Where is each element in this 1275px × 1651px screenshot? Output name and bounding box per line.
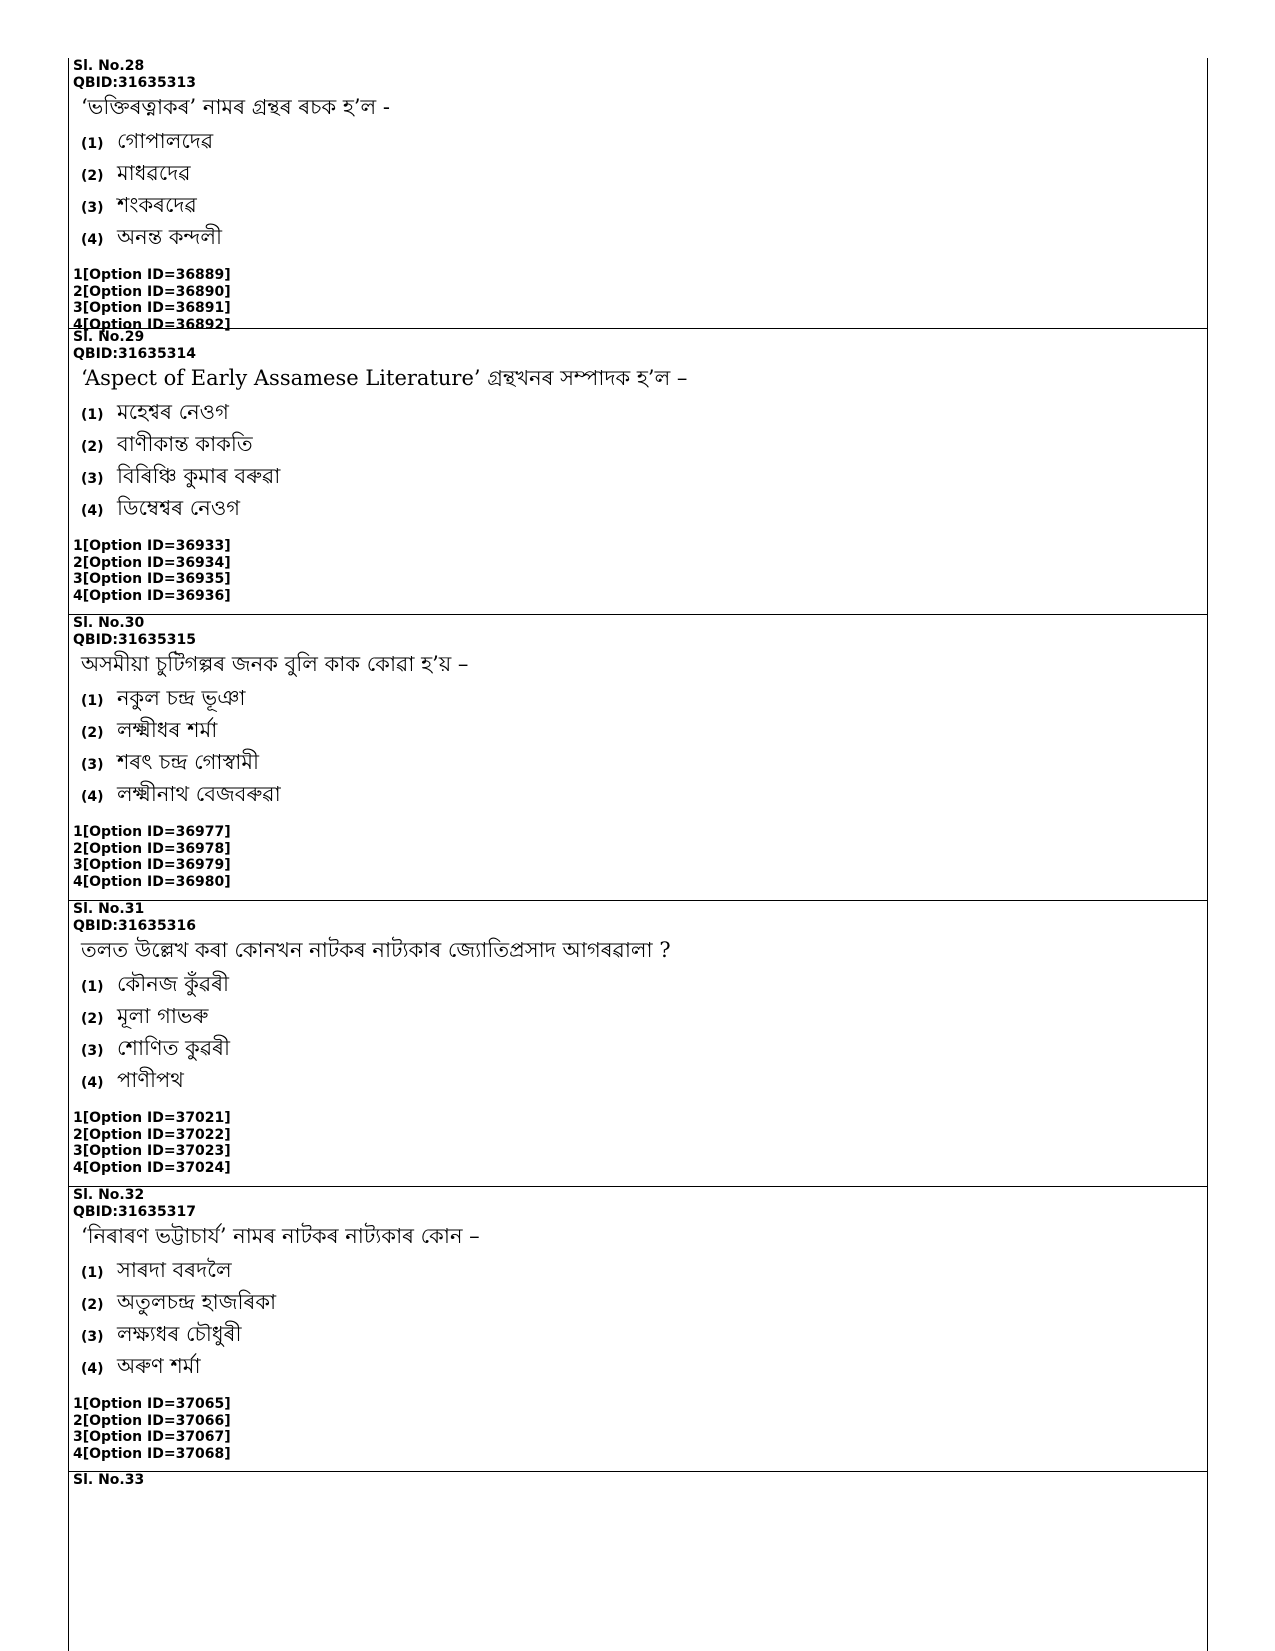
option-id: 3[Option ID=36891] (73, 300, 231, 316)
option-number: (1) (81, 979, 104, 995)
option-row (69, 189, 1207, 221)
serial-number: Sl. No.30 (73, 615, 145, 631)
question-text: ‘নিৰাৰণ ভট্টাচাৰ্য’ নামৰ নাটকৰ নাট্যকাৰ কোন – (81, 1224, 480, 1248)
option-row (69, 221, 1207, 253)
qbid: QBID:31635314 (73, 345, 196, 362)
option-id: 2[Option ID=37066] (73, 1412, 231, 1429)
option-number: (4) (81, 232, 104, 248)
option-number: (2) (81, 1297, 104, 1313)
question-block (69, 1471, 1207, 1489)
option-id: 1[Option ID=37065] (73, 1396, 231, 1412)
option-row (69, 1286, 1207, 1318)
option-text: গোপালদেৱ (117, 129, 214, 153)
option-number: (2) (81, 725, 104, 741)
option-id: 3[Option ID=36935] (73, 571, 231, 587)
option-text: বাণীকান্ত কাকতি (117, 432, 253, 456)
option-id: 4[Option ID=36936] (73, 587, 231, 604)
option-number: (3) (81, 1329, 104, 1345)
question-paper-page (68, 58, 1208, 1651)
option-text: লক্ষ্মীধৰ শৰ্মা (117, 718, 218, 742)
option-row (69, 1000, 1207, 1032)
option-text: অতুলচন্দ্ৰ হাজৰিকা (117, 1290, 277, 1314)
option-row (69, 428, 1207, 460)
question-block (69, 900, 1207, 1176)
option-id: 1[Option ID=37021] (73, 1110, 231, 1126)
option-row (69, 492, 1207, 524)
option-number: (4) (81, 1361, 104, 1377)
option-row (69, 125, 1207, 157)
question-text: ‘Aspect of Early Assamese Literature’ গ্ৰন্থখনৰ সম্পাদক হ’ল – (81, 366, 688, 390)
option-text: শংকৰদেৱ (117, 193, 197, 217)
option-number: (4) (81, 1075, 104, 1091)
option-text: পাণীপথ (117, 1068, 184, 1092)
option-text: বিৰিঞ্চি কুমাৰ বৰুৱা (117, 464, 281, 488)
question-block (69, 58, 1207, 333)
option-id: 4[Option ID=37068] (73, 1445, 231, 1462)
option-text: অৰুণ শৰ্মা (117, 1354, 201, 1378)
option-number: (1) (81, 136, 104, 152)
question-block (69, 328, 1207, 604)
option-row (69, 1032, 1207, 1064)
option-number: (1) (81, 407, 104, 423)
question-text: ‘ভক্তিৰত্নাকৰ’ নামৰ গ্ৰন্থৰ ৰচক হ’ল - (81, 95, 390, 119)
option-id: 1[Option ID=36977] (73, 824, 231, 840)
option-ids (69, 1110, 1207, 1176)
serial-number: Sl. No.31 (73, 901, 145, 917)
option-text: মাধৱদেৱ (117, 161, 191, 185)
option-number: (3) (81, 471, 104, 487)
option-number: (1) (81, 693, 104, 709)
option-row (69, 1254, 1207, 1286)
option-number: (4) (81, 789, 104, 805)
option-id: 3[Option ID=37023] (73, 1143, 231, 1159)
qbid: QBID:31635316 (73, 917, 196, 934)
serial-number: Sl. No.29 (73, 329, 145, 345)
option-id: 4[Option ID=36980] (73, 873, 231, 890)
question-block (69, 614, 1207, 890)
option-id: 2[Option ID=36978] (73, 840, 231, 857)
option-text: ডিম্বেশ্বৰ নেওগ (117, 496, 241, 520)
option-id: 3[Option ID=36979] (73, 857, 231, 873)
option-ids (69, 1396, 1207, 1462)
option-row (69, 1064, 1207, 1096)
option-row (69, 714, 1207, 746)
serial-number: Sl. No.32 (73, 1187, 145, 1203)
option-id: 4[Option ID=36892] (73, 316, 231, 333)
option-row (69, 396, 1207, 428)
option-text: লক্ষ্যধৰ চৌধুৰী (117, 1322, 242, 1346)
option-id: 2[Option ID=36934] (73, 554, 231, 571)
option-row (69, 746, 1207, 778)
option-number: (2) (81, 168, 104, 184)
option-ids (69, 538, 1207, 604)
option-id: 4[Option ID=37024] (73, 1159, 231, 1176)
question-block (69, 1186, 1207, 1462)
option-number: (2) (81, 1011, 104, 1027)
option-text: সাৰদা বৰদলৈ (117, 1258, 232, 1282)
option-id: 2[Option ID=37022] (73, 1126, 231, 1143)
option-id: 2[Option ID=36890] (73, 283, 231, 300)
option-row (69, 968, 1207, 1000)
qbid: QBID:31635315 (73, 631, 196, 648)
option-id: 3[Option ID=37067] (73, 1429, 231, 1445)
option-number: (3) (81, 200, 104, 216)
option-text: লক্ষ্মীনাথ বেজবৰুৱা (117, 782, 281, 806)
option-row (69, 1318, 1207, 1350)
question-text: অসমীয়া চুটিগল্পৰ জনক বুলি কাক কোৱা হ’য় – (81, 652, 469, 676)
option-number: (1) (81, 1265, 104, 1281)
serial-number: Sl. No.28 (73, 58, 145, 74)
option-text: মূলা গাভৰু (117, 1004, 209, 1028)
option-number: (2) (81, 439, 104, 455)
option-text: কৌনজ কুঁৱৰী (117, 972, 230, 996)
option-id: 1[Option ID=36933] (73, 538, 231, 554)
option-text: শোণিত কুৱৰী (117, 1036, 230, 1060)
option-ids (69, 267, 1207, 333)
option-row (69, 157, 1207, 189)
option-number: (3) (81, 757, 104, 773)
option-row (69, 460, 1207, 492)
qbid: QBID:31635313 (73, 74, 196, 91)
option-id: 1[Option ID=36889] (73, 267, 231, 283)
option-row (69, 1350, 1207, 1382)
option-text: শৰৎ চন্দ্ৰ গোস্বামী (117, 750, 260, 774)
serial-number: Sl. No.33 (73, 1472, 145, 1488)
option-text: নকুল চন্দ্ৰ ভূঞা (117, 686, 246, 710)
question-text: তলত উল্লেখ কৰা কোনখন নাটকৰ নাট্যকাৰ জ্যোতিপ্ৰসাদ আগৰৱালা ? (81, 938, 671, 962)
option-ids (69, 824, 1207, 890)
option-text: মহেশ্বৰ নেওগ (117, 400, 229, 424)
qbid: QBID:31635317 (73, 1203, 196, 1220)
option-number: (3) (81, 1043, 104, 1059)
option-number: (4) (81, 503, 104, 519)
option-row (69, 682, 1207, 714)
option-row (69, 778, 1207, 810)
option-text: অনন্ত কন্দলী (117, 225, 223, 249)
